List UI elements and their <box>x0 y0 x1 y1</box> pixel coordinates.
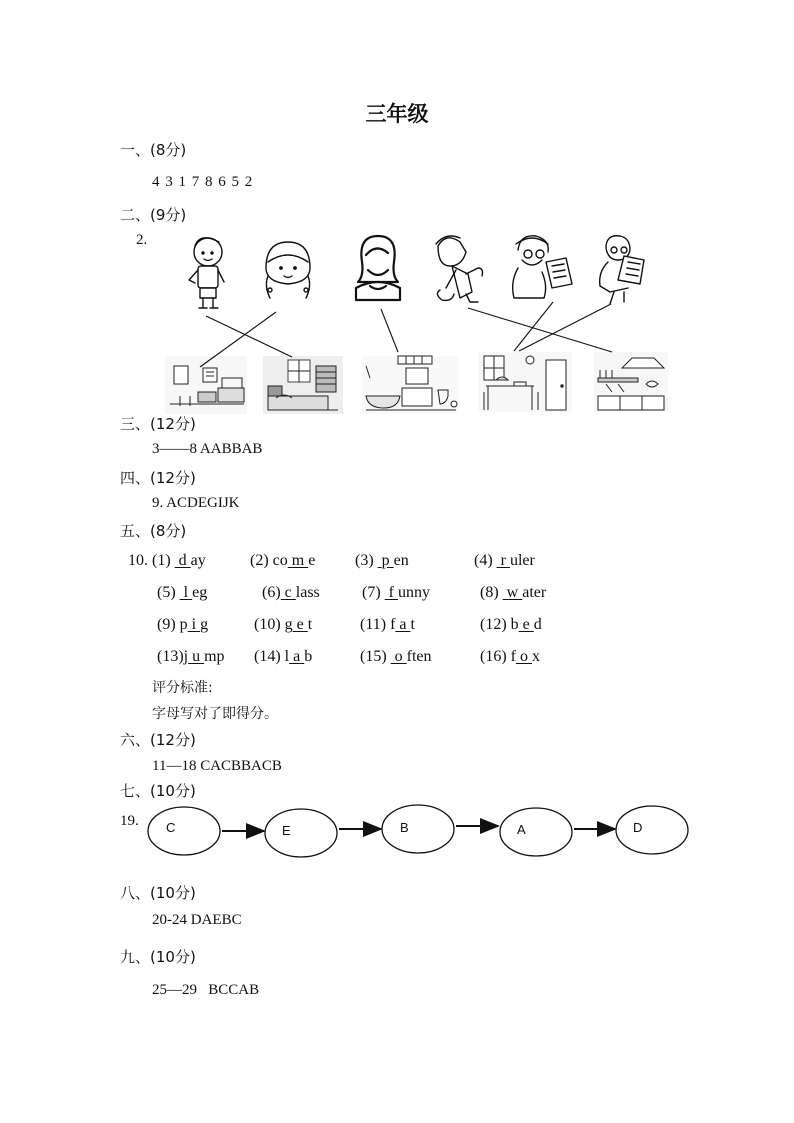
fill-item-number: (3) <box>355 552 374 569</box>
fill-item-number: (12) <box>480 616 507 633</box>
fill-item-suffix: unny <box>397 584 430 601</box>
answer-4: 9. ACDEGIJK <box>152 495 240 511</box>
fill-item-answer-letter: u <box>192 648 201 665</box>
fill-item-suffix: ften <box>406 648 432 665</box>
fill-item-number: (13) <box>157 648 184 665</box>
fill-item-number: (6) <box>262 584 281 601</box>
fill-item-answer-letter: a <box>399 616 407 633</box>
fill-item-prefix: j <box>183 648 189 665</box>
fill-item-suffix: ay <box>190 552 206 569</box>
fill-item-suffix: x <box>531 648 540 665</box>
section-heading-5: 五、(8分) <box>120 522 187 540</box>
fill-item-suffix: ater <box>522 584 547 601</box>
fill-item-prefix: co <box>268 552 288 569</box>
fill-item-number: (7) <box>362 584 381 601</box>
question-10-number: 10. <box>128 552 148 569</box>
fill-item-number: (4) <box>474 552 493 569</box>
page-title: 三年级 <box>365 101 429 126</box>
fill-item-prefix: p <box>175 616 188 633</box>
section-heading-1: 一、(8分) <box>120 141 187 159</box>
fill-item-suffix: b <box>304 648 313 665</box>
fill-item-number: (15) <box>360 648 387 665</box>
answer-3: 3——8 AABBAB <box>152 441 263 457</box>
question-2-number: 2. <box>136 232 148 248</box>
fill-item-answer-letter: e <box>296 616 304 633</box>
fill-item-suffix: lass <box>295 584 320 601</box>
oval-label-3: B <box>400 820 409 835</box>
fill-item-answer-letter: i <box>191 616 197 633</box>
fill-item-answer-letter: e <box>522 616 530 633</box>
oval-label-2: E <box>282 823 291 838</box>
oval-5 <box>616 806 688 854</box>
fill-item-answer-letter: d <box>178 552 187 569</box>
fill-item-prefix: l <box>280 648 290 665</box>
fill-item-suffix: t <box>410 616 415 633</box>
fill-item-prefix: f <box>386 616 396 633</box>
fill-item-answer-letter: a <box>293 648 301 665</box>
fill-item-suffix: en <box>393 552 409 569</box>
fill-item-prefix: f <box>506 648 516 665</box>
fill-item-answer-letter: r <box>500 552 506 569</box>
fill-item-number: (2) <box>250 552 269 569</box>
fill-item-suffix: g <box>200 616 209 633</box>
oval-label-4: A <box>517 822 526 837</box>
section-heading-3: 三、(12分) <box>120 415 196 433</box>
fill-item-number: (5) <box>157 584 176 601</box>
section-heading-7: 七、(10分) <box>120 782 196 800</box>
fill-item-prefix: b <box>506 616 519 633</box>
oval-2 <box>265 809 337 857</box>
fill-item-suffix: mp <box>204 648 225 665</box>
fill-item-suffix: uler <box>509 552 535 569</box>
oval-1 <box>148 807 220 855</box>
fill-item-number: (10) <box>254 616 281 633</box>
fill-item-suffix: t <box>307 616 313 633</box>
answer-9: 25—29 BCCAB <box>152 982 260 998</box>
section-heading-8: 八、(10分) <box>120 884 196 902</box>
oval-3 <box>382 805 454 853</box>
fill-item-suffix: e <box>308 552 316 569</box>
fill-item-answer-letter: p <box>381 552 390 569</box>
fill-item-number: (11) <box>360 616 387 633</box>
answer-8: 20-24 DAEBC <box>152 912 242 928</box>
oval-4 <box>500 808 572 856</box>
section-heading-4: 四、(12分) <box>120 469 196 487</box>
fill-item-answer-letter: o <box>519 648 528 665</box>
fill-item-answer-letter: m <box>291 552 305 569</box>
oval-label-5: D <box>633 820 643 835</box>
fill-item-number: (9) <box>157 616 176 633</box>
criteria-text: 字母写对了即得分。 <box>152 706 278 722</box>
answer-6: 11—18 CACBBACB <box>152 758 282 774</box>
fill-item-prefix: g <box>280 616 293 633</box>
fill-item-number: (8) <box>480 584 499 601</box>
fill-item-number: (16) <box>480 648 507 665</box>
section-heading-2: 二、(9分) <box>120 206 187 224</box>
criteria-title: 评分标准: <box>152 680 213 696</box>
question-19-number: 19. <box>120 813 139 829</box>
oval-label-1: C <box>166 820 176 835</box>
fill-item-answer-letter: f <box>388 584 394 601</box>
section-heading-6: 六、(12分) <box>120 731 196 749</box>
fill-item-answer-letter: l <box>183 584 189 601</box>
fill-item-answer-letter: w <box>506 584 519 601</box>
fill-item-answer-letter: c <box>284 584 292 601</box>
fill-item-suffix: eg <box>192 584 208 601</box>
section-heading-9: 九、(10分) <box>120 948 196 966</box>
fill-item-number: (14) <box>254 648 281 665</box>
fill-item-suffix: d <box>533 616 542 633</box>
fill-item-number: (1) <box>152 552 171 569</box>
fill-item-answer-letter: o <box>394 648 403 665</box>
answer-1: 4 3 1 7 8 6 5 2 <box>152 174 253 190</box>
